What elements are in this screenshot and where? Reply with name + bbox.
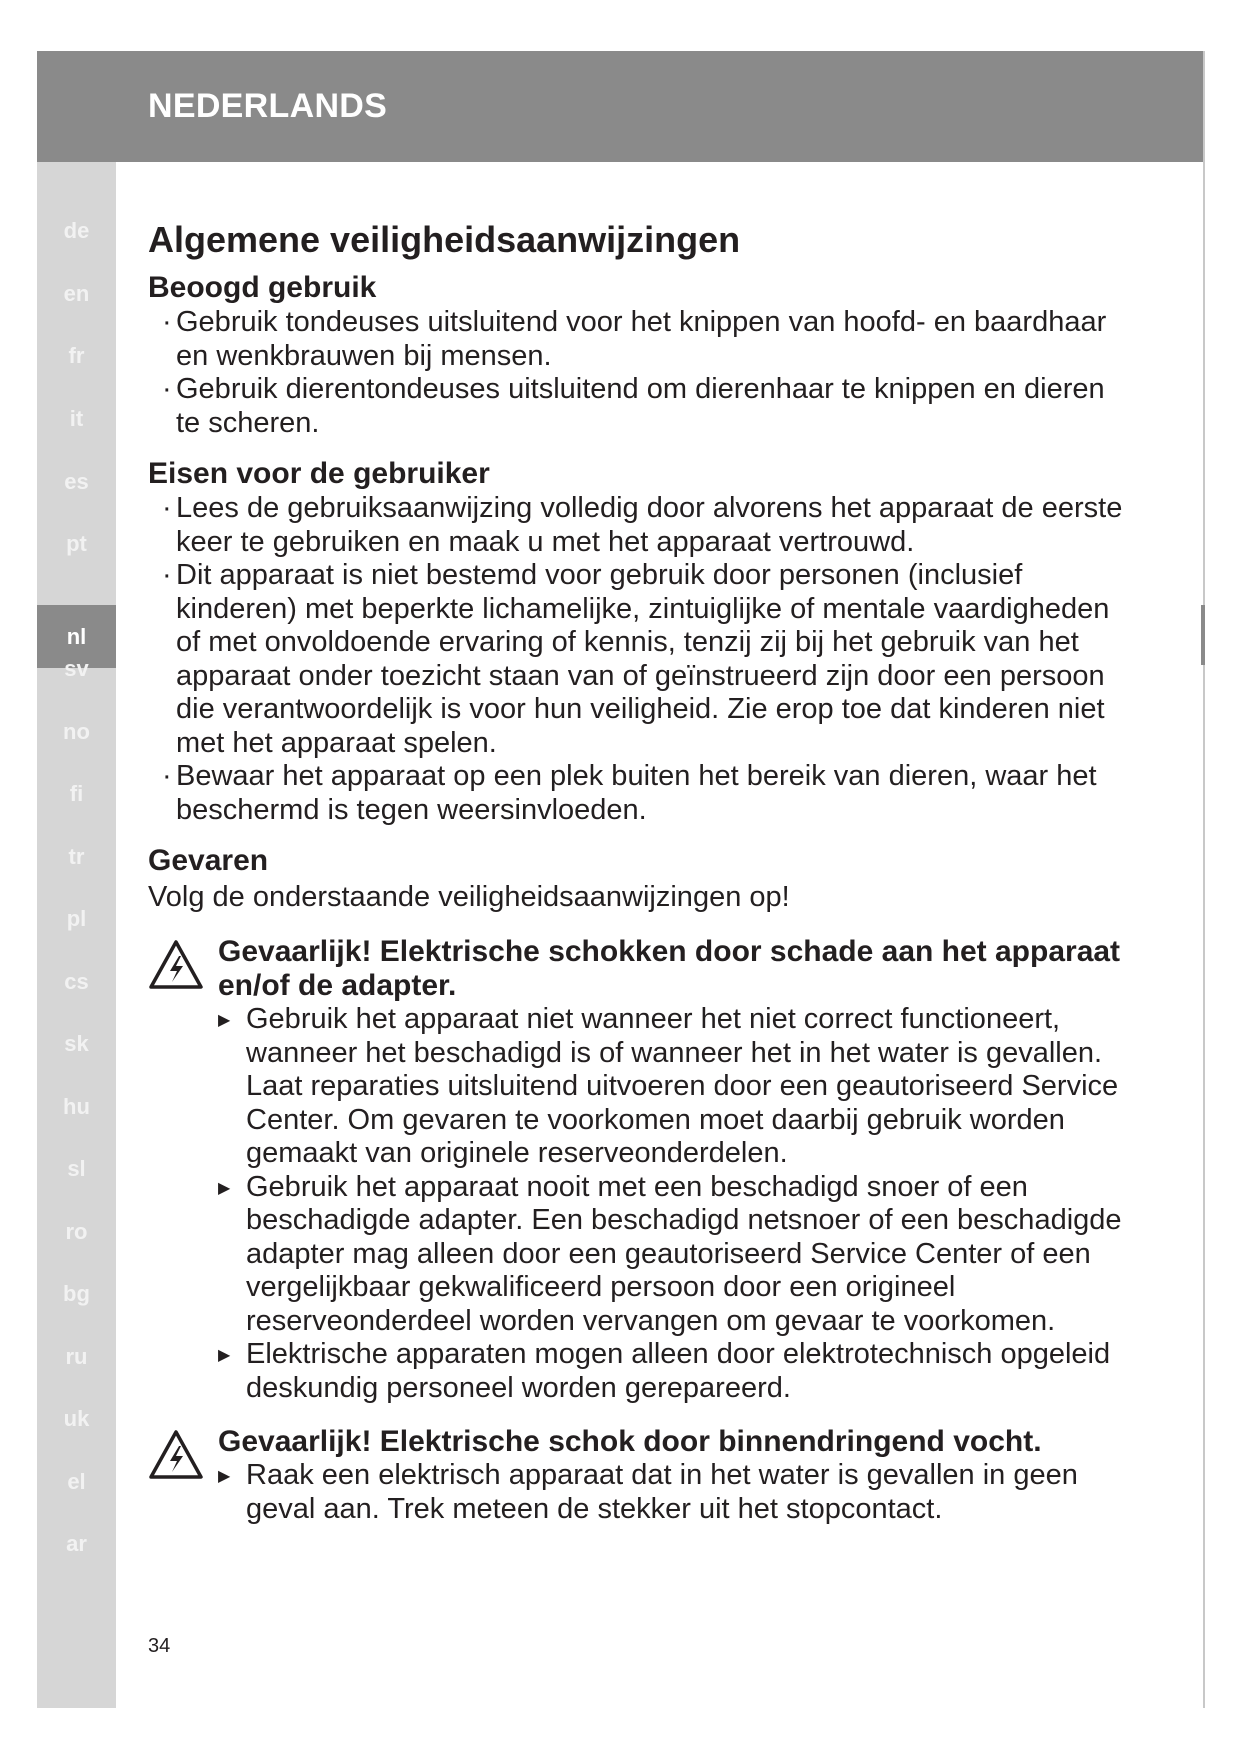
warning-title: Gevaarlijk! Elektrische schok door binnendringend vocht. [218, 1425, 1042, 1458]
warning-title: Gevaarlijk! Elektrische schokken door schade aan het apparaat en/of de adapter. [218, 935, 1121, 1002]
lang-tab-nl[interactable]: nl [37, 605, 116, 668]
lang-tab-ar[interactable]: ar [66, 1530, 87, 1556]
warning-block-damage [148, 935, 1128, 1405]
list-item: ▶ Gebruik het apparaat nooit met een beschadigd snoer of een beschadigde adapter. Een beschadigd netsnoer of een beschadigde adapter mag alleen door een geautoriseerd Service Center of een vergelijkbaar gekwalificeerd persoon door een origineel reserveonderdeel worden vervangen om gevaar te voorkomen. [218, 1170, 1122, 1337]
triangle-bullet-icon: ▶ [218, 1012, 231, 1029]
language-sidebar [37, 162, 116, 1708]
triangle-bullet-icon: ▶ [218, 1347, 231, 1364]
lang-tab-fr[interactable]: fr [68, 342, 85, 368]
lang-tab-hu[interactable]: hu [63, 1093, 90, 1119]
list-item: · Gebruik dierentondeuses uitsluitend om dierenhaar te knippen en dieren te scheren. [162, 373, 1105, 439]
list-item: ▶ Raak een elektrisch apparaat dat in het water is gevallen in geen geval aan. Trek meteen de stekker uit het stopcontact. [218, 1459, 1078, 1525]
lang-tab-fi[interactable]: fi [69, 780, 84, 806]
lang-tab-es[interactable]: es [64, 468, 89, 494]
list-item: ▶ Elektrische apparaten mogen alleen door elektrotechnisch opgeleid deskundig personeel worden gerepareerd. [218, 1338, 1111, 1404]
section-heading-user-requirements: Eisen voor de gebruiker [148, 457, 490, 490]
hazards-intro: Volg de onderstaande veiligheidsaanwijzingen op! [148, 881, 790, 913]
lang-tab-it[interactable]: it [69, 405, 84, 431]
lang-tab-el[interactable]: el [67, 1468, 86, 1494]
lang-tab-sl[interactable]: sl [67, 1155, 86, 1181]
bullet-dot-icon: · [162, 760, 172, 792]
lang-tab-ru[interactable]: ru [65, 1343, 88, 1369]
triangle-bullet-icon: ▶ [218, 1179, 231, 1197]
page-title: Algemene veiligheidsaanwijzingen [148, 219, 741, 260]
page-language-title: NEDERLANDS [148, 87, 388, 125]
lang-tab-sv[interactable]: sv [64, 655, 89, 681]
lang-tab-uk[interactable]: uk [63, 1405, 90, 1431]
bullet-dot-icon: · [162, 559, 172, 591]
electric-hazard-icon [148, 939, 204, 991]
lang-tab-pl[interactable]: pl [66, 905, 87, 931]
page-right-marker [1201, 605, 1205, 665]
bullet-dot-icon: · [162, 492, 172, 524]
section-heading-hazards: Gevaren [148, 844, 269, 877]
page-right-rule [1203, 51, 1205, 1708]
warning-list [218, 1003, 1128, 1405]
warning-list [218, 1459, 1128, 1526]
list-item: · Dit apparaat is niet bestemd voor gebruik door personen (inclusief kinderen) met beperkte lichamelijke, zintuiglijke of mentale vaardigheden of met onvoldoende ervaring of kennis, tenzij zij bij het gebruik van het apparaat onder toezicht staan van of geïnstrueerd zijn door een persoon die verantwoordelijk is voor hun veiligheid. Zie erop toe dat kinderen niet met het apparaat spelen. [162, 559, 1110, 759]
lang-tab-cs[interactable]: cs [64, 968, 89, 994]
user-requirements-list [148, 492, 1128, 827]
bullet-dot-icon: · [162, 373, 172, 405]
lang-tab-sk[interactable]: sk [64, 1030, 89, 1056]
lang-tab-tr[interactable]: tr [68, 843, 85, 869]
electric-hazard-icon [148, 1429, 204, 1481]
lang-tab-ro[interactable]: ro [65, 1218, 88, 1244]
intended-use-list [148, 306, 1128, 440]
lang-tab-no[interactable]: no [63, 718, 90, 744]
lang-tab-pt[interactable]: pt [66, 530, 87, 556]
bullet-dot-icon: · [162, 306, 172, 338]
section-heading-intended-use: Beoogd gebruik [148, 271, 377, 304]
triangle-bullet-icon: ▶ [218, 1468, 231, 1485]
list-item: ▶ Gebruik het apparaat niet wanneer het niet correct functioneert, wanneer het beschadigd is of wanneer het in het water is gevallen. Laat reparaties uitsluitend uitvoeren door een geautoriseerd Service Center. Om gevaren te voorkomen moet daarbij gebruik worden gemaakt van originele reserveonderdelen. [218, 1003, 1119, 1169]
lang-tab-de[interactable]: de [63, 217, 90, 243]
page-number: 34 [148, 1635, 171, 1657]
lang-tab-en[interactable]: en [63, 280, 90, 306]
main-content [148, 218, 1128, 1526]
lang-tab-bg[interactable]: bg [63, 1280, 90, 1306]
list-item: · Lees de gebruiksaanwijzing volledig door alvorens het apparaat de eerste keer te gebruiken en maak u met het apparaat vertrouwd. [162, 492, 1123, 558]
warning-block-moisture [148, 1425, 1128, 1526]
list-item: · Gebruik tondeuses uitsluitend voor het knippen van hoofd- en baardhaar en wenkbrauwen bij mensen. [162, 306, 1107, 372]
list-item: · Bewaar het apparaat op een plek buiten het bereik van dieren, waar het beschermd is tegen weersinvloeden. [162, 760, 1097, 826]
